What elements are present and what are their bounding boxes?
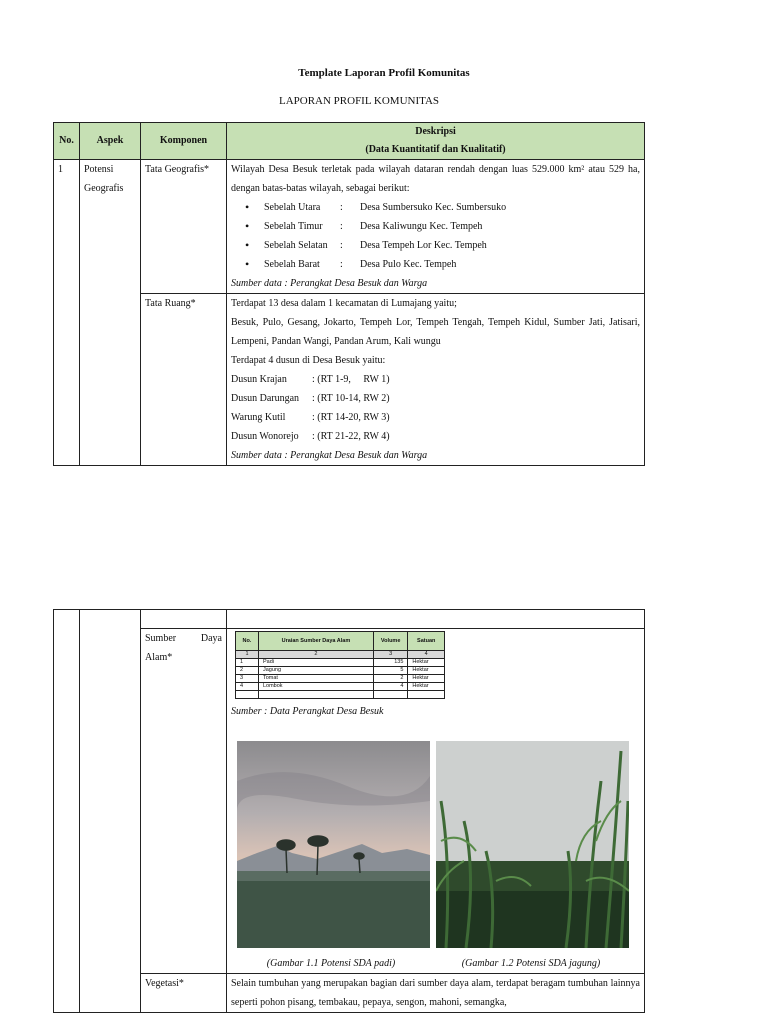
- mini-table-row: 2 Jagung 5 Hektar: [236, 667, 445, 675]
- table-row-tata-ruang: [54, 294, 645, 466]
- deskripsi-vegetasi: Selain tumbuhan yang merupakan bagian dari sumber daya alam, terdapat beragam tumbuhan lainnya seperti pohon pisang, tembakau, pepaya, sengon, mahoni, semangka,: [227, 974, 645, 1013]
- profile-table-1: [53, 122, 645, 466]
- ruang-villages: Besuk, Pulo, Gesang, Jokarto, Tempeh Lor, Tempeh Tengah, Tempeh Kidul, Sumber Jati, Jatisari, Lempeni, Pandan Wangi, Pandan Arum, Kali wungu: [231, 317, 640, 347]
- table-header-row: [54, 123, 645, 160]
- ruang-source: Sumber data : Perangkat Desa Besuk dan Warga: [231, 450, 428, 461]
- komponen-tata-ruang: Tata Ruang*: [141, 294, 227, 466]
- mini-table-row: 4 Lombok 4 Hektar: [236, 683, 445, 691]
- border-item: • Sebelah Timur : Desa Kaliwungu Kec. Tempeh: [231, 217, 640, 236]
- table-continuation-row: [54, 610, 645, 629]
- header-no: No.: [54, 123, 80, 160]
- document-subtitle: LAPORAN PROFIL KOMUNITAS: [278, 95, 440, 107]
- mini-table-empty-row: [236, 691, 445, 699]
- aspek-line-2: Geografis: [84, 183, 124, 194]
- photo-captions: [231, 954, 640, 973]
- caption-padi: (Gambar 1.1 Potensi SDA padi): [266, 958, 396, 969]
- sda-source: Sumber : Data Perangkat Desa Besuk: [231, 706, 384, 717]
- dusun-item: Dusun Krajan : (RT 1-9, RW 1): [231, 374, 390, 385]
- ruang-line-3: Terdapat 4 dusun di Desa Besuk yaitu:: [231, 355, 386, 366]
- dusun-item: Warung Kutil : (RT 14-20, RW 3): [231, 412, 390, 423]
- komponen-sumber-daya-alam: [141, 629, 227, 974]
- profile-table-2: [53, 609, 645, 1013]
- row-aspek: [80, 160, 141, 466]
- header-komponen: Komponen: [141, 123, 227, 160]
- sda-photos: [237, 741, 640, 948]
- header-deskripsi-subtitle: (Data Kuantitatif dan Kualitatif): [365, 144, 506, 155]
- ruang-line-1: Terdapat 13 desa dalam 1 kecamatan di Lumajang yaitu;: [231, 298, 457, 309]
- komponen-tata-geografis: Tata Geografis*: [141, 160, 227, 294]
- mini-table-header: No. Uraian Sumber Daya Alam Volume Satuan: [236, 632, 445, 651]
- geografis-source: Sumber data : Perangkat Desa Besuk dan Warga: [231, 278, 428, 289]
- row-aspek-empty: [80, 610, 141, 1013]
- deskripsi-tata-ruang: [227, 294, 645, 466]
- row-number-empty: [54, 610, 80, 1013]
- table-row-geografis: [54, 160, 645, 294]
- table-row-sda: [54, 629, 645, 974]
- deskripsi-tata-geografis: [227, 160, 645, 294]
- dusun-item: Dusun Darungan : (RT 10-14, RW 2): [231, 393, 390, 404]
- border-list: [231, 198, 640, 274]
- row-number: 1: [54, 160, 80, 466]
- document-title: Template Laporan Profil Komunitas: [298, 67, 470, 79]
- border-item: • Sebelah Barat : Desa Pulo Kec. Tempeh: [231, 255, 640, 274]
- rice-field-photo: [237, 741, 430, 948]
- komponen-vegetasi: Vegetasi*: [141, 974, 227, 1013]
- mini-table-index-row: 1 2 3 4: [236, 651, 445, 659]
- header-aspek: Aspek: [80, 123, 141, 160]
- table-row-vegetasi: [54, 974, 645, 1013]
- dusun-item: Dusun Wonorejo : (RT 21-22, RW 4): [231, 431, 390, 442]
- komponen-empty: [141, 610, 227, 629]
- sda-mini-table: [235, 631, 445, 699]
- mini-table-row: 1 Padi 135 Hektar: [236, 659, 445, 667]
- border-item: • Sebelah Selatan : Desa Tempeh Lor Kec. Tempeh: [231, 236, 640, 255]
- mini-table-row: 3 Tomat 2 Hektar: [236, 675, 445, 683]
- aspek-line-1: Potensi: [84, 164, 114, 175]
- caption-jagung: (Gambar 1.2 Potensi SDA jagung): [461, 958, 601, 969]
- sda-label-line-1: Sumber Daya: [145, 633, 222, 644]
- header-deskripsi-title: Deskripsi: [415, 126, 456, 137]
- border-item: • Sebelah Utara : Desa Sumbersuko Kec. Sumbersuko: [231, 198, 640, 217]
- deskripsi-sumber-daya-alam: [227, 629, 645, 974]
- header-deskripsi: [227, 123, 645, 160]
- geografis-intro: Wilayah Desa Besuk terletak pada wilayah dataran rendah dengan luas 529.000 km² atau 529 ha, dengan batas-batas wilayah, sebagai berikut:: [231, 164, 640, 194]
- sda-label-line-2: Alam*: [145, 652, 173, 663]
- corn-field-photo: [436, 741, 629, 948]
- deskripsi-empty: [227, 610, 645, 629]
